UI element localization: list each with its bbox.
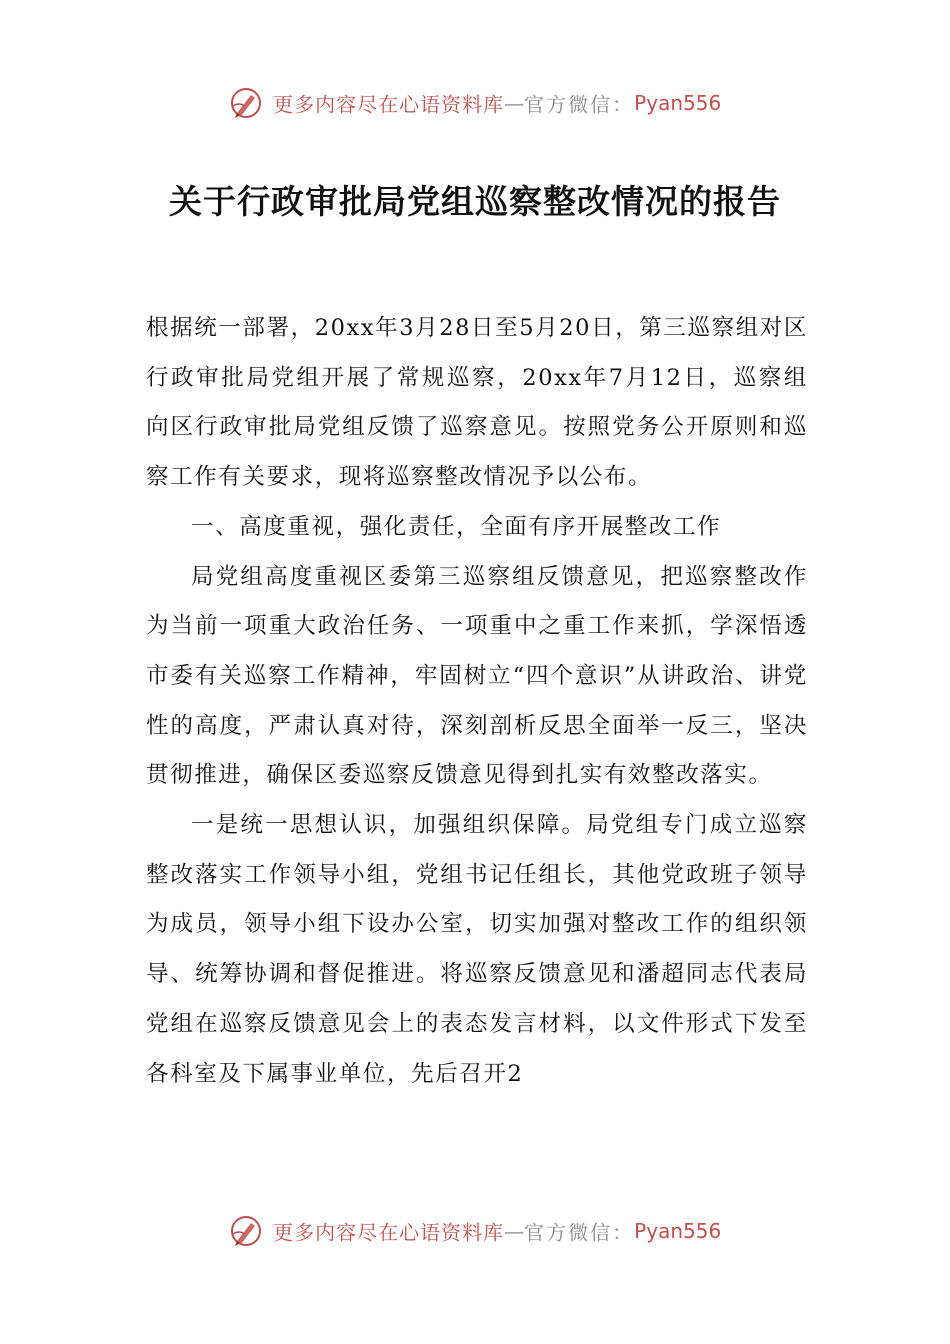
pen-logo-icon (229, 1214, 263, 1248)
document-body (146, 304, 808, 1099)
watermark-site-text: 更多内容尽在心语资料库 (273, 92, 505, 117)
watermark-separator: — (504, 91, 525, 115)
document-title: 关于行政审批局党组巡察整改情况的报告 (169, 182, 781, 221)
watermark-label: 官方微信： (524, 1220, 635, 1245)
paragraph: 根据统一部署，20xx年3月28日至5月20日，第三巡察组对区行政审批局党组开展了常规巡察，20xx年7月12日，巡察组向区行政审批局党组反馈了巡察意见。按照党务公开原则和巡察工作有关要求，现将巡察整改情况予以公布。 (146, 315, 809, 491)
watermark-wechat-id: Pyan556 (634, 91, 722, 115)
section-heading: 一、高度重视，强化责任，全面有序开展整改工作 (191, 513, 722, 540)
header-watermark (0, 86, 950, 120)
watermark-site-text: 更多内容尽在心语资料库 (273, 1220, 505, 1245)
paragraph: 局党组高度重视区委第三巡察组反馈意见，把巡察整改作为当前一项重大政治任务、一项重中之重工作来抓，学深悟透市委有关巡察工作精神，牢固树立“四个意识”从讲政治、讲党性的高度，严肃认真对待，深刻剖析反思全面举一反三，坚决贯彻推进，确保区委巡察反馈意见得到扎实有效整改落实。 (146, 563, 808, 789)
watermark-separator: — (504, 1219, 525, 1243)
footer-watermark (0, 1214, 950, 1248)
watermark-wechat-id: Pyan556 (634, 1219, 722, 1243)
paragraph: 一是统一思想认识，加强组织保障。局党组专门成立巡察整改落实工作领导小组，党组书记任组长，其他党政班子领导为成员，领导小组下设办公室，切实加强对整改工作的组织领导、统筹协调和督促推进。将巡察反馈意见和潘超同志代表局党组在巡察反馈意见会上的表态发言材料，以文件形式下发至各科室及下属事业单位，先后召开2 (146, 812, 808, 1087)
pen-logo-icon (229, 86, 263, 120)
watermark-label: 官方微信： (524, 92, 635, 117)
